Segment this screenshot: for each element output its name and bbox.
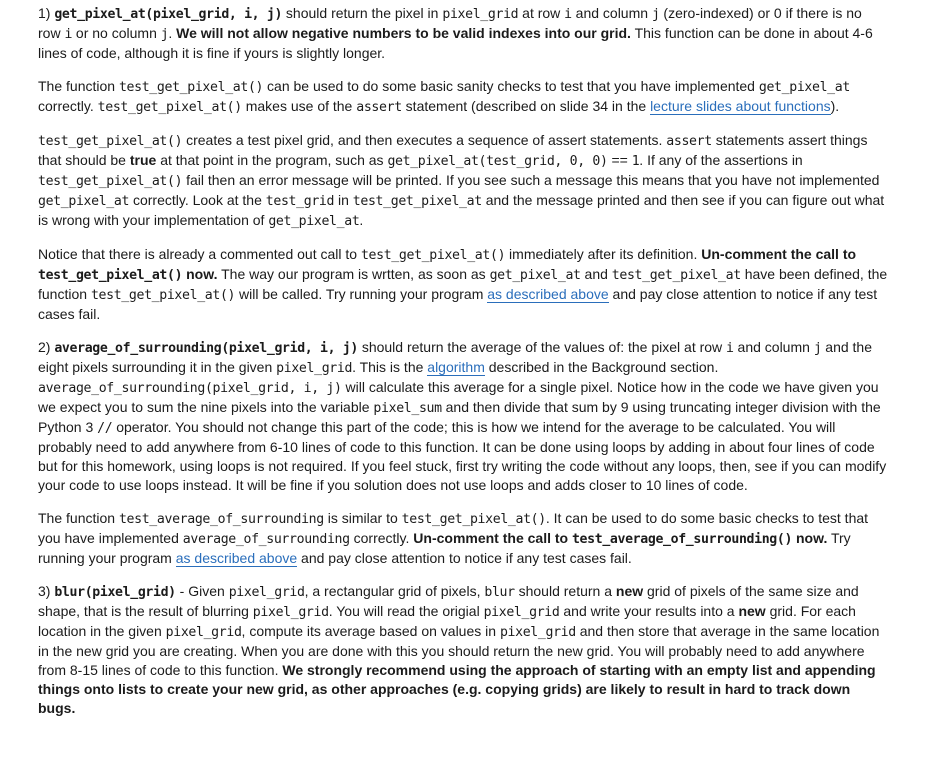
as-described-above-link-2[interactable]: as described above (175, 550, 298, 566)
item-number: 1) (38, 5, 55, 21)
paragraph-test-get-pixel-at-intro: The function test_get_pixel_at() can be used to do some basic sanity checks to test that you have implemented get_pixel_at correctly. test_get_pixel_at() makes use of the assert statement (described on slide 34 in the lecture slides about functions). (38, 78, 850, 115)
emphasis-text: We strongly recommend using the approach of starting with an empty list and appending things onto lists to create your new grid, as other approaches (e.g. copying grids) are likely to result in hard to track down bugs. (38, 662, 876, 716)
emphasis-text: true (129, 152, 157, 168)
paragraph-average-of-surrounding: 2) average_of_surrounding(pixel_grid, i, j) should return the average of the values of: the pixel at row i and column j and the eight pixels surrounding it in the given pixel_grid. This is the algorithm described in the Background section. average_of_surrounding(pixel_grid, i, j) will calculate this average for a single pixel. Notice how in the code we have given you we expect you to sum the nine pixels into the variable pixel_sum and then divide that sum by 9 using truncating integer division with the Python 3 // operator. You should not change this part of the code; this is how we intend for the average to be calculated. You will probably need to add anywhere from 6-10 lines of code to this function. It can be done using loops by adding in about four lines of code but for this homework, using loops is not required. If you feel stuck, first try writing the code without any loops, then, see if you can modify your code to use loops instead. It will be fine if you solution does not use loops and adds closer to 10 lines of code. (38, 339, 887, 493)
emphasis-text: Un-comment the call to test_average_of_surrounding() now. (413, 530, 828, 547)
function-signature: average_of_surrounding(pixel_grid, i, j) (54, 341, 358, 356)
emphasis-text: new (738, 603, 766, 619)
emphasis-text: new (615, 583, 644, 599)
paragraph-blur: 3) blur(pixel_grid) - Given pixel_grid, a rectangular grid of pixels, blur should return a new grid of pixels of the same size and shape, that is the result of blurring pixel_grid. You will read the origial pixel_grid and write your results into a new grid. For each location in the given pixel_grid, compute its average based on values in pixel_grid and then store that average in the same location in the new grid you are creating. When you are done with this you should return the new grid. You will probably need to add anywhere from 8-15 lines of code to this function. We strongly recommend using the approach of starting with an empty list and appending things onto lists to create your new grid, as other approaches (e.g. copying grids) are likely to result in hard to track down bugs. (38, 583, 880, 716)
paragraph-uncomment-test-get-pixel-at: Notice that there is already a commented out call to test_get_pixel_at() immediately after its definition. Un-comment the call to test_get_pixel_at() now. The way our program is wrtten, as soon as get_pixel_at and test_get_pixel_at have been defined, the function test_get_pixel_at() will be called. Try running your program as described above and pay close attention to notice if any test cases fail. (38, 246, 888, 322)
item-number: 3) (38, 583, 55, 599)
emphasis-text: We will not allow negative numbers to be valid indexes into our grid. (176, 25, 631, 41)
as-described-above-link[interactable]: as described above (487, 286, 609, 302)
function-signature: blur(pixel_grid) (54, 585, 176, 600)
function-signature: get_pixel_at(pixel_grid, i, j) (54, 7, 283, 22)
emphasis-text: Un-comment the call to test_get_pixel_at() now. (38, 246, 857, 283)
paragraph-get-pixel-at: 1) get_pixel_at(pixel_grid, i, j) should return the pixel in pixel_grid at row i and column j (zero-indexed) or 0 if there is no row i or no column j. We will not allow negative numbers to be valid indexes into our grid. This function can be done in about 4-6 lines of code, although it is fine if yours is slightly longer. (38, 5, 873, 61)
algorithm-link[interactable]: algorithm (427, 359, 485, 375)
item-number: 2) (38, 339, 55, 355)
paragraph-test-average-of-surrounding: The function test_average_of_surrounding is similar to test_get_pixel_at(). It can be used to do some basic checks to test that you have implemented average_of_surrounding correctly. Un-comment the call to test_average_of_surrounding() now. Try running your program as described above and pay close attention to notice if any test cases fail. (38, 510, 869, 566)
lecture-slides-link[interactable]: lecture slides about functions (650, 98, 831, 114)
paragraph-assert-explanation: test_get_pixel_at() creates a test pixel grid, and then executes a sequence of assert statements. assert statements assert things that should be true at that point in the program, such as get_pixel_at(test_grid, 0, 0) == 1. If any of the assertions in test_get_pixel_at() fail then an error message will be printed. If you see such a message this means that you have not implemented get_pixel_at correctly. Look at the test_grid in test_get_pixel_at and the message printed and then see if you can figure out what is wrong with your implementation of get_pixel_at. (38, 132, 885, 229)
